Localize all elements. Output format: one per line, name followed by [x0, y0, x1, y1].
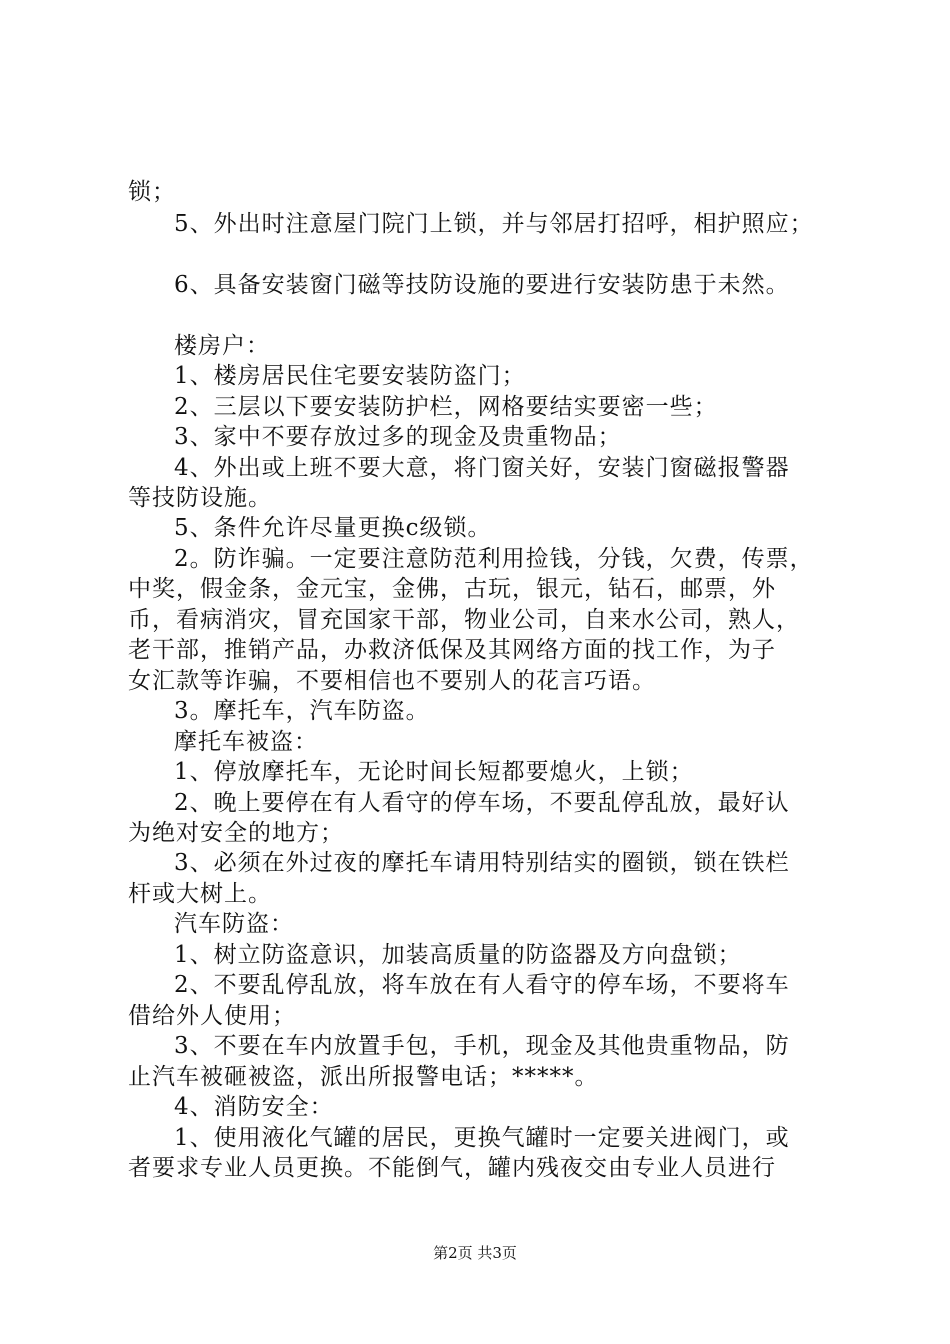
text-line-15: 女汇款等诈骗，不要相信也不要别人的花言巧语。 — [128, 668, 656, 694]
text-line-19: 2、晚上要停在有人看守的停车场，不要乱停乱放，最好认 — [174, 790, 790, 816]
text-line-9: 等技防设施。 — [128, 485, 272, 511]
text-line-29: 4、消防安全： — [174, 1094, 334, 1120]
text-line-30: 1、使用液化气罐的居民，更换气罐时一定要关进阀门，或 — [174, 1125, 790, 1151]
text-line-28: 止汽车被砸被盗，派出所报警电话；*****。 — [128, 1064, 599, 1090]
text-line-4: 楼房户： — [174, 333, 270, 359]
text-line-11: 2。防诈骗。一定要注意防范利用捡钱，分钱，欠费，传票， — [174, 546, 814, 572]
text-line-13: 币，看病消灾，冒充国家干部，物业公司，自来水公司，熟人， — [128, 607, 800, 633]
text-line-25: 2、不要乱停乱放，将车放在有人看守的停车场，不要将车 — [174, 972, 790, 998]
text-line-31: 者要求专业人员更换。不能倒气，罐内残夜交由专业人员进行 — [128, 1155, 776, 1181]
text-line-20: 为绝对安全的地方； — [128, 820, 344, 846]
text-line-14: 老干部，推销产品，办救济低保及其网络方面的找工作，为子 — [128, 637, 776, 663]
text-line-7: 3、家中不要存放过多的现金及贵重物品； — [174, 424, 622, 450]
text-line-2: 5、外出时注意屋门院门上锁，并与邻居打招呼，相护照应； — [174, 211, 814, 237]
page-number-footer: 第2页 共3页 — [433, 1244, 517, 1262]
text-line-27: 3、不要在车内放置手包，手机，现金及其他贵重物品，防 — [174, 1033, 790, 1059]
text-line-26: 借给外人使用； — [128, 1003, 296, 1029]
text-line-24: 1、树立防盗意识，加装高质量的防盗器及方向盘锁； — [174, 942, 742, 968]
text-line-23: 汽车防盗： — [174, 911, 294, 937]
text-line-17: 摩托车被盗： — [174, 729, 318, 755]
text-line-18: 1、停放摩托车，无论时间长短都要熄火，上锁； — [174, 759, 694, 785]
text-line-12: 中奖，假金条，金元宝，金佛，古玩，银元，钻石，邮票，外 — [128, 576, 776, 602]
text-line-22: 杆或大树上。 — [128, 881, 272, 907]
text-line-1: 锁； — [128, 179, 176, 205]
text-line-5: 1、楼房居民住宅要安装防盗门； — [174, 363, 526, 389]
text-line-21: 3、必须在外过夜的摩托车请用特别结实的圈锁，锁在铁栏 — [174, 850, 790, 876]
text-line-8: 4、外出或上班不要大意，将门窗关好，安装门窗磁报警器 — [174, 455, 790, 481]
text-line-3: 6、具备安装窗门磁等技防设施的要进行安装防患于未然。 — [174, 272, 790, 298]
text-line-16: 3。摩托车，汽车防盗。 — [174, 698, 430, 724]
text-line-10: 5、条件允许尽量更换c级锁。 — [174, 515, 492, 541]
text-line-6: 2、三层以下要安装防护栏，网格要结实要密一些； — [174, 394, 718, 420]
